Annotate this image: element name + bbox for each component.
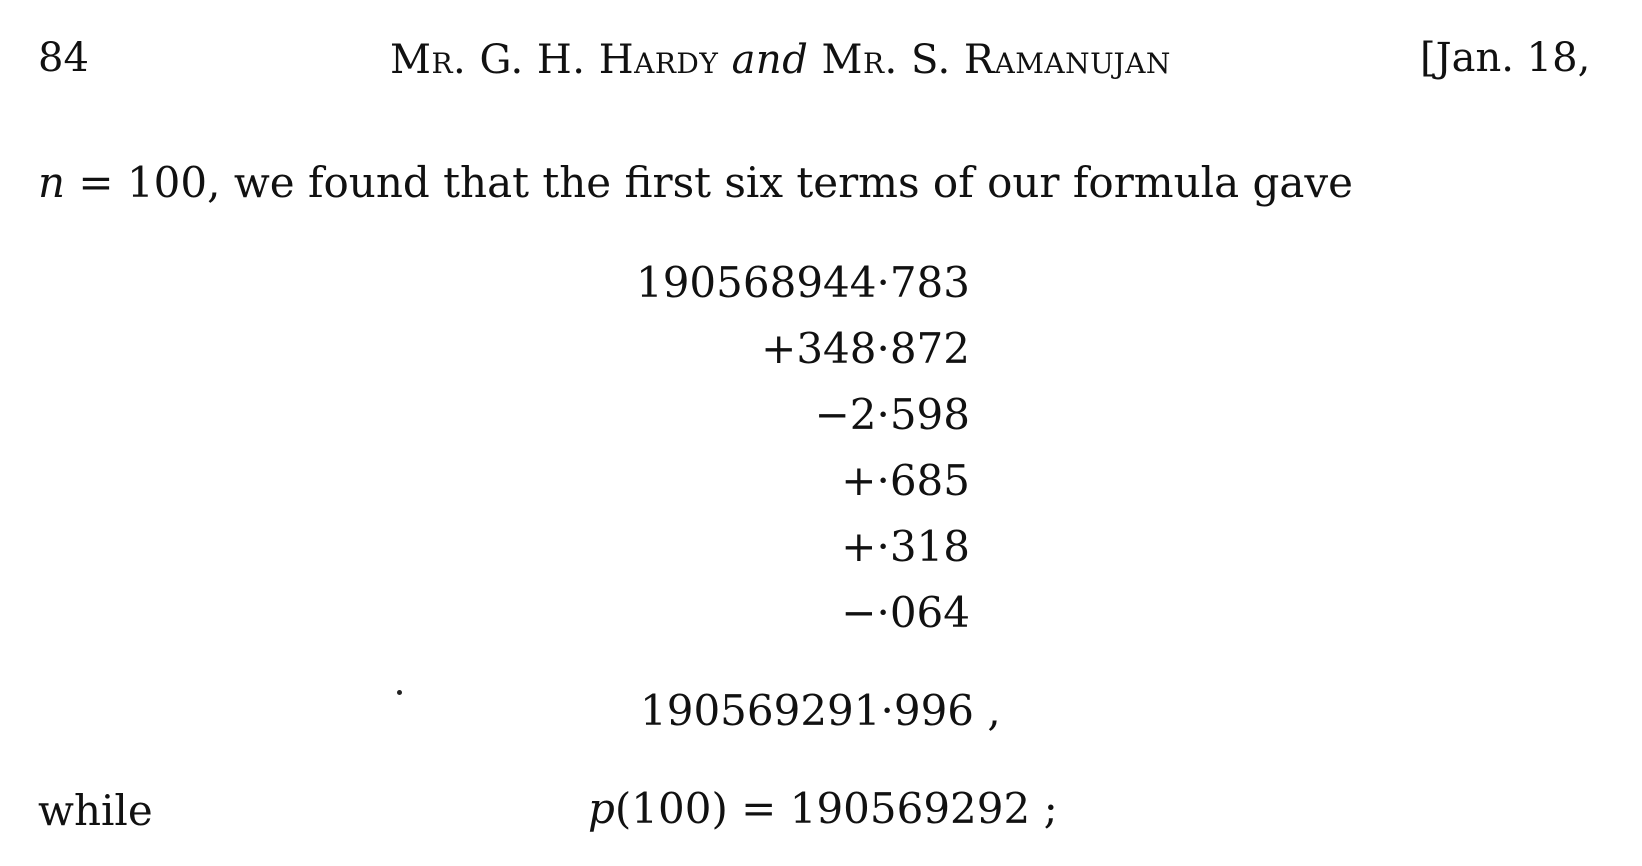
sum-terms xyxy=(560,250,970,646)
intro-variable: n xyxy=(38,158,66,207)
sum-total: 190569291·996 , xyxy=(640,686,1001,735)
final-equation xyxy=(588,784,1058,833)
page-number: 84 xyxy=(38,35,89,81)
sum-term: +348·872 xyxy=(761,324,970,373)
running-title-authors-1: Mr. G. H. Hardy xyxy=(390,37,719,83)
running-title-and: and xyxy=(731,37,809,83)
final-function: p xyxy=(588,784,615,833)
sum-term: −2·598 xyxy=(814,390,970,439)
running-title-authors-2: Mr. S. Ramanujan xyxy=(821,37,1171,83)
intro-text: = 100, we found that the first six terms of our formula gave xyxy=(65,158,1353,207)
while-word: while xyxy=(38,786,153,835)
sum-term: 190568944·783 xyxy=(635,258,970,307)
running-date: [Jan. 18, xyxy=(1420,35,1591,81)
sum-term: +·318 xyxy=(841,522,970,571)
sum-term: −·064 xyxy=(841,588,970,637)
final-equation-text: (100) = 190569292 ; xyxy=(614,784,1058,833)
sum-term: +·685 xyxy=(841,456,970,505)
running-title xyxy=(390,37,1171,83)
intro-line xyxy=(38,158,1353,207)
print-speck xyxy=(397,690,402,695)
